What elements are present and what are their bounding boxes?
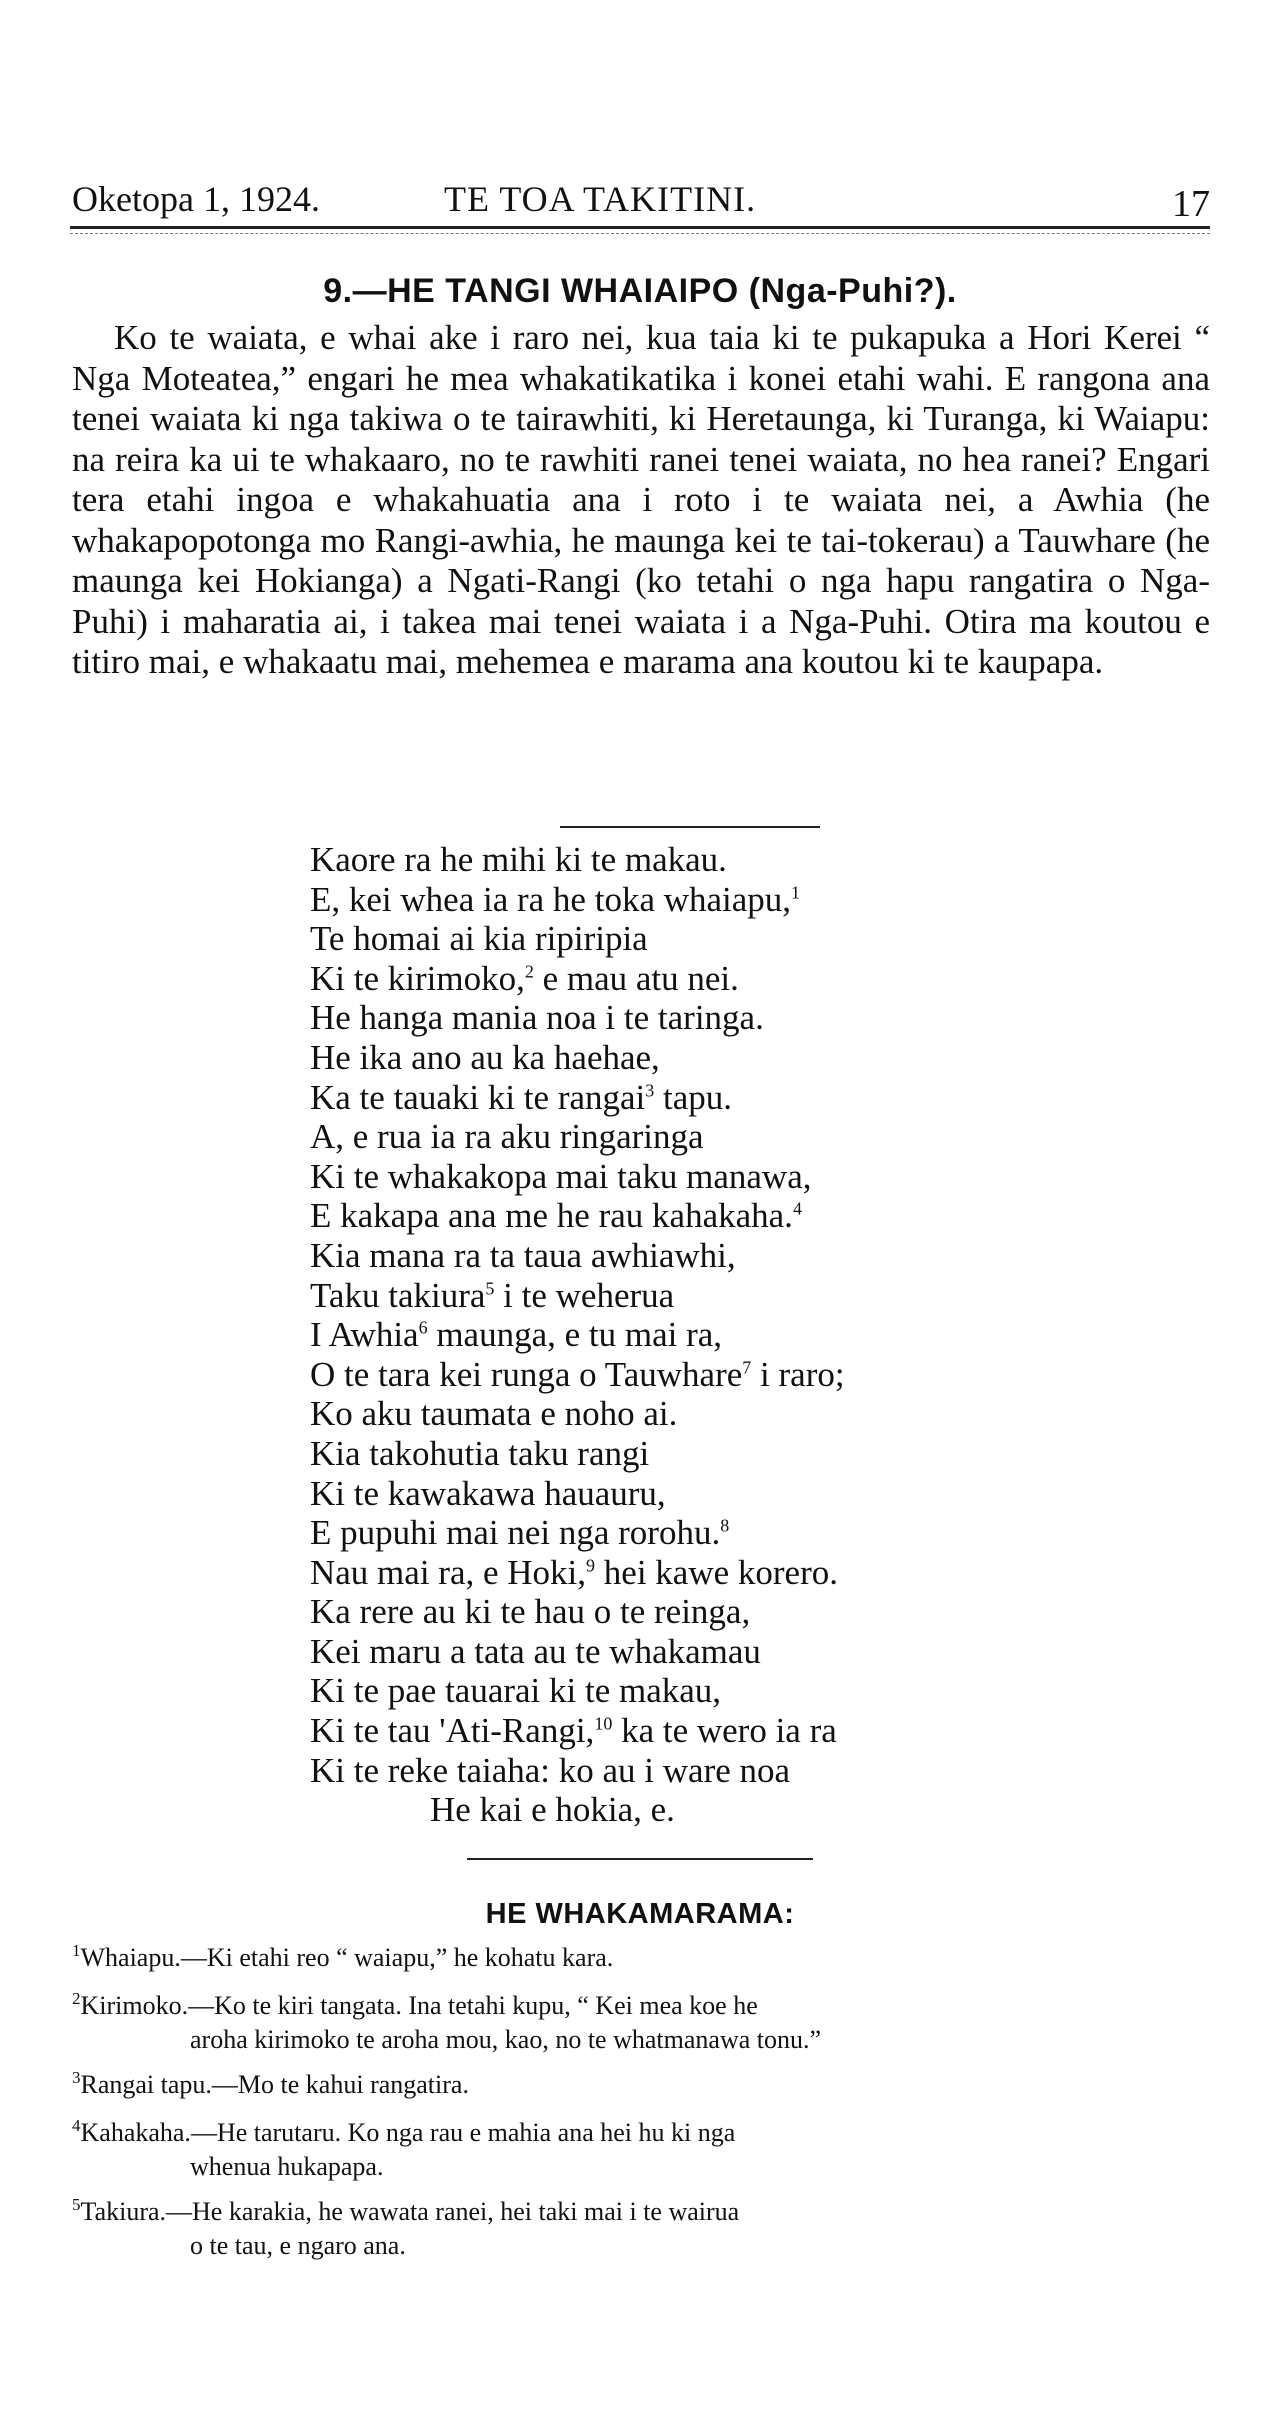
poem-line bbox=[310, 1751, 1170, 1791]
poem-line bbox=[310, 959, 1170, 999]
poem-line bbox=[310, 1671, 1170, 1711]
footnote-first-line bbox=[72, 1990, 1212, 2024]
poem-line bbox=[310, 1117, 1170, 1157]
poem-line-text: I Awhia bbox=[310, 1315, 419, 1355]
footnote-term: Kahakaha. bbox=[80, 2118, 191, 2147]
issue-date: Oketopa 1, 1924. bbox=[72, 179, 320, 219]
poem-line-text-rest: maunga, e tu mai ra, bbox=[427, 1315, 723, 1355]
poem-line bbox=[310, 1790, 1170, 1830]
poem-line-text-rest: i te weherua bbox=[494, 1275, 675, 1315]
intro-text: Ko te waiata, e whai ake i raro nei, kua taia ki te pukapuka a Hori Kerei “ Nga Moteatea,” engari he mea whakatikatika i konei etahi wahi. E rangona ana tenei waiata ki nga takiwa o te tairawhiti, ki Heretaunga, ki Turanga, ki Waiapu: na reira ka ui te whakaaro, no te rawhiti ranei tenei waiata, no hea ranei? Engari tera etahi ingoa e whakahuatia ana i roto i te waiata nei, a Awhia (he whakapopotonga mo Rangi-awhia, he maunga kei te tai-tokerau) a Tauwhare (he maunga kei Hokianga) a Ngati-Rangi (ko tetahi o nga hapu rangatira o Nga-Puhi) i maharatia ai, i takea mai tenei waiata i a Nga-Puhi. Otira ma koutou e titiro mai, e whakaatu mai, mehemea e marama ana koutou ki te kaupapa. bbox=[72, 318, 1210, 681]
poem-line-text: E kakapa ana me he rau kahakaha. bbox=[310, 1196, 793, 1236]
poem-line-text: Ko aku taumata e noho ai. bbox=[310, 1394, 678, 1434]
footnote-marker: 2 bbox=[524, 961, 534, 982]
poem-line-text: E, kei whea ia ra he toka whaiapu, bbox=[310, 879, 792, 919]
poem-line bbox=[310, 998, 1170, 1038]
poem-line-text-rest: ka te wero ia ra bbox=[612, 1711, 837, 1751]
poem-line bbox=[310, 919, 1170, 959]
footnote bbox=[72, 1990, 1212, 2055]
poem-line-text: Taku takiura bbox=[310, 1275, 486, 1315]
poem bbox=[310, 840, 1170, 1830]
footnote-number: 3 bbox=[72, 2068, 81, 2087]
poem-line-text: Ki te whakakopa mai taku manawa, bbox=[310, 1156, 812, 1196]
footnote-marker: 1 bbox=[791, 881, 801, 902]
poem-line-text: Ki te pae tauarai ki te makau, bbox=[310, 1671, 722, 1711]
poem-line-text-rest: tapu. bbox=[654, 1077, 733, 1117]
poem-line-text: A, e rua ia ra aku ringaringa bbox=[310, 1117, 704, 1157]
poem-line-text: He hanga mania noa i te taringa. bbox=[310, 998, 764, 1038]
footnote-term: Kirimoko. bbox=[80, 1991, 189, 2020]
poem-line-text: Te homai ai kia ripiripia bbox=[310, 919, 648, 959]
footnote bbox=[72, 1942, 1212, 1976]
footnote-continuation: aroha kirimoko te aroha mou, kao, no te whatmanawa tonu.” bbox=[190, 2025, 822, 2054]
poem-line-text-rest: hei kawe korero. bbox=[595, 1552, 838, 1592]
footnote-marker: 8 bbox=[720, 1515, 730, 1536]
footnote-term: Whaiapu. bbox=[80, 1943, 181, 1972]
poem-line-text: Ka te tauaki ki te rangai bbox=[310, 1077, 646, 1117]
poem-line bbox=[310, 1315, 1170, 1355]
footnote-number: 4 bbox=[72, 2116, 81, 2135]
footnote-first-line bbox=[72, 2117, 1212, 2151]
footnote-marker: 4 bbox=[792, 1198, 802, 1219]
footnote bbox=[72, 2117, 1212, 2182]
article-title: 9.—HE TANGI WHAIAIPO (Nga-Puhi?). bbox=[323, 272, 957, 310]
footnote-number: 5 bbox=[72, 2195, 81, 2214]
poem-line-text: Ki te reke taiaha: ko au i ware noa bbox=[310, 1750, 791, 1790]
poem-line-text: Kei maru a tata au te whakamau bbox=[310, 1631, 761, 1671]
poem-line-text: Ka rere au ki te hau o te reinga, bbox=[310, 1592, 751, 1632]
poem-line-text: O te tara kei runga o Tauwhare bbox=[310, 1354, 743, 1394]
poem-line bbox=[310, 1434, 1170, 1474]
poem-line-text: Kia takohutia taku rangi bbox=[310, 1433, 650, 1473]
poem-line-text: He ika ano au ka haehae, bbox=[310, 1037, 660, 1077]
footnote-text: —Ki etahi reo “ waiapu,” he kohatu kara. bbox=[180, 1943, 614, 1972]
footnote-number: 1 bbox=[72, 1941, 81, 1960]
footnote-marker: 6 bbox=[418, 1317, 428, 1338]
poem-line-text-rest: e mau atu nei. bbox=[533, 958, 739, 998]
footnote-first-line bbox=[72, 2196, 1212, 2230]
publication-title: TE TOA TAKITINI. bbox=[444, 179, 757, 219]
poem-line bbox=[310, 1276, 1170, 1316]
footnote-text: —Mo te kahui rangatira. bbox=[211, 2070, 469, 2099]
running-header bbox=[72, 178, 1210, 224]
poem-line-text: Ki te tau 'Ati-Rangi, bbox=[310, 1711, 595, 1751]
poem-line-text-rest: i raro; bbox=[751, 1354, 845, 1394]
poem-line-text: Kia mana ra ta taua awhiawhi, bbox=[310, 1235, 736, 1275]
footnote-continuation: whenua hukapapa. bbox=[190, 2152, 384, 2181]
intro-paragraph bbox=[72, 318, 1210, 683]
header-rule bbox=[70, 226, 1210, 229]
poem-line bbox=[310, 840, 1170, 880]
section-divider bbox=[560, 826, 820, 828]
poem-line bbox=[310, 1394, 1170, 1434]
footnote bbox=[72, 2196, 1212, 2261]
footnote-first-line bbox=[72, 1942, 1212, 1976]
poem-line-text: E pupuhi mai nei nga rorohu. bbox=[310, 1513, 721, 1553]
page-number: 17 bbox=[1172, 183, 1210, 225]
header-rule-dashed bbox=[70, 233, 1210, 234]
poem-line bbox=[310, 1078, 1170, 1118]
poem-line bbox=[310, 1236, 1170, 1276]
footnote-text: —Ko te kiri tangata. Ina tetahi kupu, “ Kei mea koe he bbox=[188, 1991, 758, 2020]
poem-line bbox=[310, 1513, 1170, 1553]
poem-line-text: He kai e hokia, e. bbox=[430, 1790, 675, 1830]
footnote-marker: 10 bbox=[594, 1713, 613, 1734]
poem-line bbox=[310, 1553, 1170, 1593]
footnote-text: —He karakia, he wawata ranei, hei taki mai i te wairua bbox=[166, 2197, 740, 2226]
footnote-marker: 9 bbox=[586, 1555, 596, 1576]
notes-list bbox=[72, 1942, 1212, 2275]
poem-line-text: Ki te kirimoko, bbox=[310, 958, 525, 998]
poem-line bbox=[310, 1157, 1170, 1197]
footnote-term: Rangai tapu. bbox=[80, 2070, 212, 2099]
footnote-number: 2 bbox=[72, 1989, 81, 2008]
poem-line bbox=[310, 1711, 1170, 1751]
poem-line bbox=[310, 1196, 1170, 1236]
poem-line bbox=[310, 1592, 1170, 1632]
poem-line bbox=[310, 1355, 1170, 1395]
poem-line bbox=[310, 880, 1170, 920]
footnote bbox=[72, 2069, 1212, 2103]
footnote-first-line bbox=[72, 2069, 1212, 2103]
footnote-text: —He tarutaru. Ko nga rau e mahia ana hei hu ki nga bbox=[190, 2118, 736, 2147]
footnote-marker: 7 bbox=[742, 1357, 752, 1378]
poem-line bbox=[310, 1038, 1170, 1078]
footnote-marker: 5 bbox=[485, 1277, 495, 1298]
footnote-marker: 3 bbox=[645, 1079, 655, 1100]
poem-line bbox=[310, 1632, 1170, 1672]
notes-heading: HE WHAKAMARAMA: bbox=[485, 1898, 795, 1930]
section-divider bbox=[467, 1858, 813, 1860]
poem-line-text: Nau mai ra, e Hoki, bbox=[310, 1552, 587, 1592]
poem-line bbox=[310, 1474, 1170, 1514]
poem-line-text: Kaore ra he mihi ki te makau. bbox=[310, 840, 727, 879]
footnote-term: Takiura. bbox=[80, 2197, 167, 2226]
footnote-continuation: o te tau, e ngaro ana. bbox=[190, 2231, 406, 2260]
poem-line-text: Ki te kawakawa hauauru, bbox=[310, 1473, 666, 1513]
